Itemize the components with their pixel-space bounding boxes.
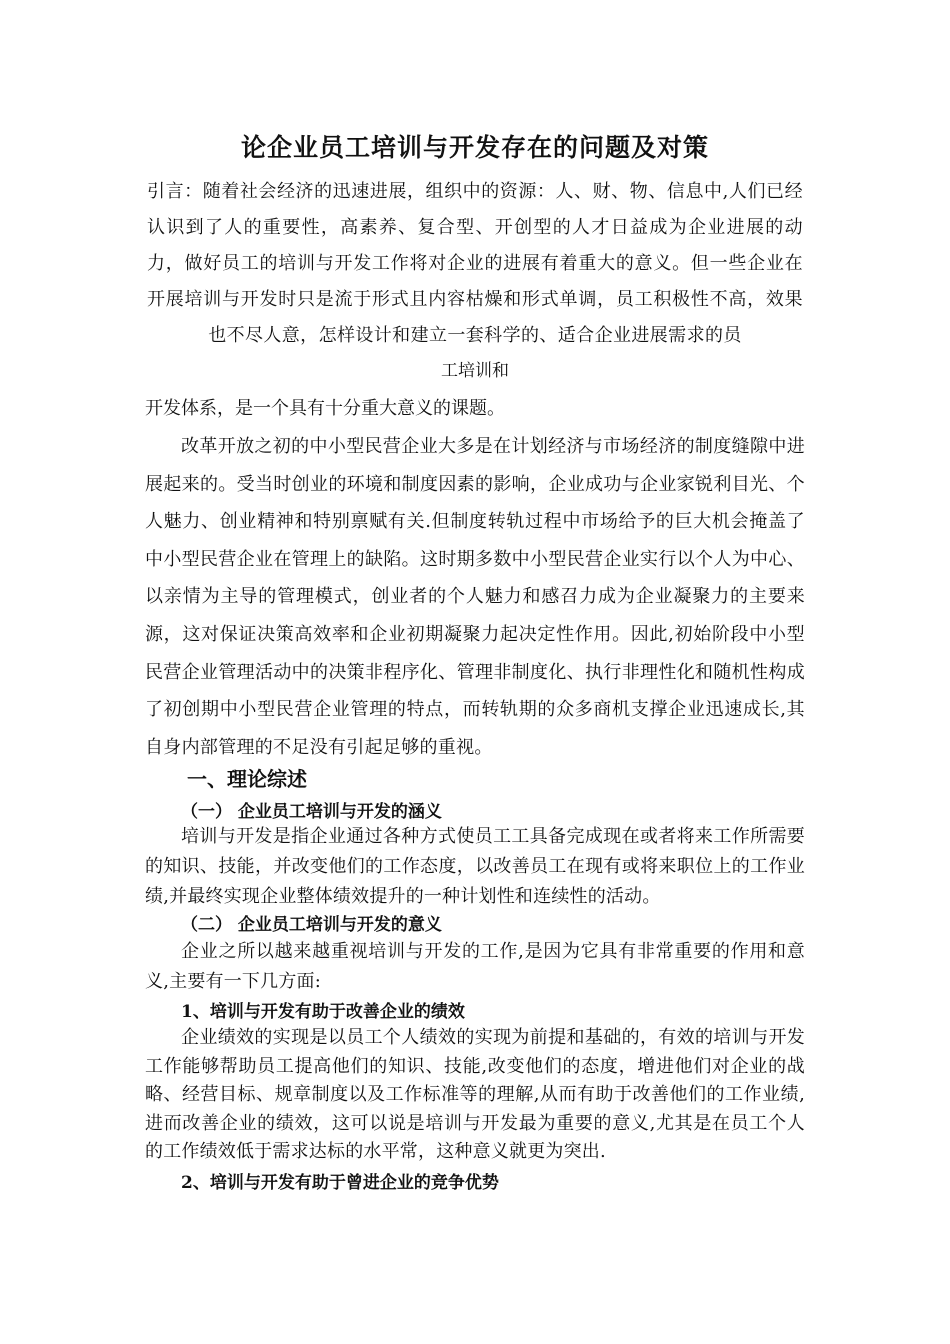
intro-paragraph-wrap: 工培训和 — [441, 361, 509, 381]
performance-paragraph: 企业绩效的实现是以员工个人绩效的实现为前提和基础的，有效的培训与开发工作能够帮助员工提高他们的知识、技能,改变他们的态度，增进他们对企业的战略、经营目标、规章制度以及工作标准等的理解,从而有助于改善他们的工作业绩,进而改善企业的绩效，这可以说是培训与开发最为重要的意义,尤其是在员工个人的工作绩效低于需求达标的水平常，这种意义就更为突出. — [145, 1027, 805, 1163]
page-title: 论企业员工培训与开发存在的问题及对策 — [240, 133, 709, 162]
significance-paragraph: 企业之所以越来越重视培训与开发的工作,是因为它具有非常重要的作用和意义,主要有一下几方面: — [145, 941, 805, 992]
definition-paragraph: 培训与开发是指企业通过各种方式使员工工具备完成现在或者将来工作所需要的知识、技能，并改变他们的工作态度，以改善员工在现有或将来职位上的工作业绩,并最终实现企业整体绩效提升的一种计划性和连续性的活动。 — [145, 826, 805, 907]
subsection-heading-significance: （二） 企业员工培训与开发的意义 — [181, 915, 442, 935]
intro-paragraph: 引言：随着社会经济的迅速进展，组织中的资源：人、财、物、信息中,人们已经认识到了人的重要性，高素养、复合型、开创型的人才日益成为企业进展的动力，做好员工的培训与开发工作将对企业的进展有着重大的意义。但一些企业在开展培训与开发时只是流于形式且内容枯燥和形式单调，员工积极性不高，效果也不尽人意，怎样设计和建立一套科学的、适合企业进展需求的员 — [147, 181, 803, 346]
item-heading-competitiveness: 2、培训与开发有助于曾进企业的竞争优势 — [181, 1173, 499, 1193]
intro-paragraph-tail: 开发体系，是一个具有十分重大意义的课题。 — [145, 398, 505, 419]
item-heading-performance: 1、培训与开发有助于改善企业的绩效 — [181, 1002, 465, 1022]
reform-paragraph: 改革开放之初的中小型民营企业大多是在计划经济与市场经济的制度缝隙中进展起来的。受当时创业的环境和制度因素的影响，企业成功与企业家锐利目光、个人魅力、创业精神和特别禀赋有关.但制度转轨过程中市场给予的巨大机会掩盖了中小型民营企业在管理上的缺陷。这时期多数中小型民营企业实行以个人为中心、以亲情为主导的管理模式，创业者的个人魅力和感召力成为企业凝聚力的主要来源，这对保证决策高效率和企业初期凝聚力起决定性作用。因此,初始阶段中小型民营企业管理活动中的决策非程序化、管理非制度化、执行非理性化和随机性构成了初创期中小型民营企业管理的特点，而转轨期的众多商机支撑企业迅速成长,其自身内部管理的不足没有引起足够的重视。 — [145, 436, 805, 758]
subsection-heading-definition: （一） 企业员工培训与开发的涵义 — [181, 802, 442, 822]
section-heading-theory: 一、理论综述 — [187, 767, 307, 791]
